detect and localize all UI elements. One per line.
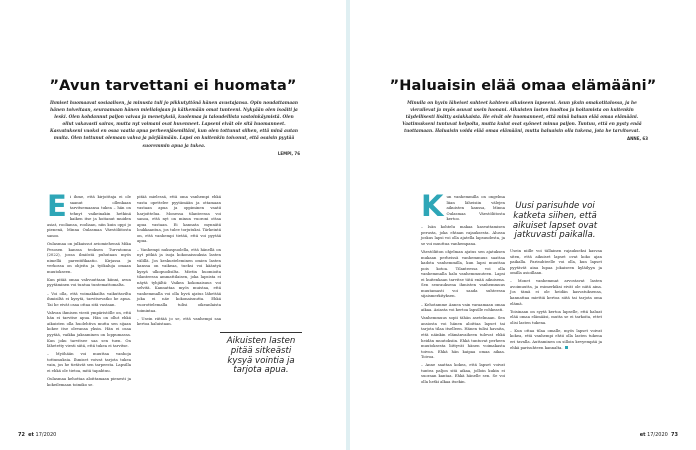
paragraph: Vanhemmuus sopii tähän asetelmaan. Sen ansiosta voi hänen aloittaa lapset tai tarjota tilaa itselleen. Hänen tulisi havaita, että näinkin elämänvaiheen tulevat ehkä heidän muutoksiin. Ehkä tuntuvat perheen muutoksesta liittyvät hänen voimakasta toivoa. Ehkä hän kaipaa omaa aikaa. Toivoa. — [421, 315, 505, 360]
pull-quote — [510, 202, 600, 241]
issue-number: 17/2020 — [35, 432, 57, 438]
page-number: 72 — [18, 432, 25, 438]
end-mark-icon — [565, 346, 568, 349]
lead-paragraph: i ihme, että kirjoittaja ei ole saanut ollenkaan tarvitsemaansa tukea – hän on tehnyt vaikeinakin hetkinä kaiken itse ja hoitanut muiden asiat, rooliansa, rooliaan, niin kuin oppi jo pienenä, Minna Oulasmaa Väestöliitosta sanoo. — [47, 194, 131, 238]
letter-signature: ANNE, 63 — [626, 136, 648, 142]
paragraph: Vahvan ihmisen viesti ympäristölle on, että hän ei tarvitse apua. Hän on ollut ehkä aikuisten olla huolehtiva mutta sen sijaan kokee itse olevansa yksin. Hän ei osaa pyytää, vaikka jaksaminen on loppumassa. Kun joku tarvitsee saa sen tuen. On lähetetty viesti siitä, että tukea ei tarvitse. — [47, 309, 131, 349]
paragraph: – Voi olla, että voimakkailta vaikuttavilta ihmisiltä ei kysytä, tarvitsevatko he apua. Tai he eivät osaa ottaa sitä vastaan. — [47, 290, 131, 307]
paragraph: pitää mielessä, että oma vanhempi ehkä vasta opettelee pyytämään ja ottamaan vastaan apua ja oppiminen vaatii harjoittelua. Monessa tilanteessa voi sanoa, että nyt on minun vuoroni ottaa apua vastaan. Ei kannata mynnätä loukkaantua, jos tulee torjutuksi. Tärkeintä on, että vanhempi tietää, että voi pyytää apua. — [137, 194, 221, 244]
drop-cap: K — [421, 189, 444, 223]
paragraph: – Kehotamme Annea vain varaamaan omaa aikaa. Asiasta voi kertoa lapsille rohkeasti. — [421, 301, 505, 313]
magazine-name: et — [28, 432, 34, 438]
paragraph: – Vanhempi nukuspuolella, että hänellä on nyt pitkiä ja isoja kokonaisuuksia lasten välillä. Jos keskusteleminen omien lasten kanssa on vaikeaa, tueksi voi kääntyä kysyä ulkopuolisilta. Mietin huomioita tilanteessa ammattilaisen, joka lapsista ei näytä tyhjältä: Vaikea kokonaisuus voi selvitä. Kannattaa myös muistaa, että vanhemmalla voi olla hyvä ajatus lähettää joka ei näe kokonaisuutta. Ehkä vuorottelemalla tulisi oikeanlaista toimintaa. — [137, 246, 221, 313]
reader-letter — [396, 100, 648, 143]
issue-number: 17/2020 — [647, 432, 668, 438]
paragraph: – Isän kohtelu makaa kasvattamisen perusta, joka ehtaan rajauksesta. Alussa joskus lapsi voi olla ajatella lapsuudesta, ja se voi muuttua vanhempana. — [421, 224, 505, 246]
paragraph: – Monet vanhemmat arvostavat lasten avoimuutta, ja esimerkiksi eivät ole niitä aina. Jos tämä ei ole heidän kasvatuksensa, kannattaa miettiä kertoa siitä tai tarjota oma elämä. — [510, 278, 602, 306]
paragraph: – Usein riittää jo se, että vanhempi saa kertoa haluistaan. — [137, 315, 221, 327]
page-footer — [18, 432, 56, 438]
lead-paragraph: un vanhemmilla on ongelma liian läheisiin välejen aikuisten kanssa, Minna Oulasmaa Väestöliitosta kertoo. — [446, 194, 505, 222]
letter-signature: LEMPI, 76 — [277, 150, 300, 156]
pull-quote-text: Aikuisten lasten pitää sitkeästi kysyä vointia ja tarjota apua. — [226, 336, 296, 376]
paragraph: Väestöliiton ohjelman ajatus sen ajatuksen mukaan perheissä vanhemmuus saattaa kadota vanhemmilla, kun lapsi muuttaa pois kotoa. Tilanteessa voi olla vanhemmalla halu vanhemmuuteen. Lapsi ei kuitenkaan tarvitse tätä enää aikuisena. Sen seurauksena ihmisten vanhemmuus muutamasti voi saada suhteessa sijaismerkityksen. — [421, 249, 505, 299]
page-footer — [640, 432, 678, 438]
magazine-name: et — [639, 432, 646, 438]
article-title: ”Avun tarvettani ei huomata” — [49, 78, 297, 94]
paragraph: – Myöhään voi muuttaa vanhoja tottumuksia. Ihmiset voivat tarjota tukea vain, jos he tietävät sen tarpeesta. Lapsilla ei ehkä ole tietoa, mitä tapahtuu. — [47, 351, 131, 373]
reader-letter-text: Minulla on hyvin läheiset suhteet kahteen aikuiseen lapseeni. Asun yksin omakotitalossa, ja he vierailevat ja myös asuvat usein luonani. Aikuisten lasten huoltoa ja hoitamista on kuitenkin täydellisesti lisätty asiakkaista. He eivät ole huomanneet, että minä haluan elää omaa elämääni. Vaatimukseni tuntuvat helpolta, mutta kulut ovat syöneet minua paljon. Tuntuu, että en pysty enää tuottamaan. Haluaisin voida elää omaa elämääni, mutta haluaisin olla tukena, jota he tarvitsevat. — [402, 101, 642, 135]
paragraph: – Anne saattaa kokea, että lapset voivat tuntea paljon sitä aikaa, jolloin kukin ei suoraan kantaa. Ehkä hänelle sen. Se voi olla hetki alkaa itsekin. — [421, 362, 505, 384]
text-column-1 — [47, 189, 131, 390]
paragraph: Usein niille voi tällainen rajaukseksi kasvaa siten, että aikuiset lapset ovat koko ajan paikalla. Parisuhteelle voi olla, kun lapset pyytävät aina lupaa jokaiseen kyläilyyn ja omilla asioillaan. — [510, 248, 602, 276]
text-column-2 — [137, 194, 221, 329]
right-page — [350, 0, 696, 450]
paragraph: Oulasmaa kehottaa aloittamaan pienesti ja kokeilemaan toimiko se. — [47, 375, 131, 387]
paragraph: Oulasmaa on julkaissut aviomiehensä Mika Pesosen kanssa teoksen Turvatonna (2022), jossa ilmiöstä puhutaan myös nimellä parentifikaatio. Kirjassa ja verkossa on ohjeita ja työkaluja omaan muutokseen. — [47, 240, 131, 274]
article-title: ”Haluaisin elää omaa elämääni” — [389, 78, 657, 94]
page-number: 73 — [671, 432, 678, 438]
reader-letter-text: Ihmiset huomaavat sosiaalisen, ja minusta tuli jo pikkutyttönä hänen avustajansa. Opin noudattamaan hänen toiveitaan, seuraamaan hänen mielialojaan ja kätkemään omat tunteeni. Nykyään olen isoäiti ja leski. Olen kohdannut paljon vaivaa ja menetyksiä, kuolemaa ja taloudellista vastoinkäymistä. Olen ollut vakavasti sairas, mutta nyt voimani ovat huvenneet. Lapseni eivät ole sitä huomanneet. Kasvatukseni vuoksi en osaa vaatia apua perheenjäseniltäni, kun olen tottunut siihen, että minä autan muita. Olen tottunut olemaan vahva ja pärjäämään. Lapsi on kuitenkin toivonut, että osaisin pyytää suoremmin apua ja tukea. — [49, 101, 299, 149]
drop-cap: E — [47, 189, 67, 223]
paragraph: Kun pitää omaa vahvuuttaan kiinni, avun pyytäminen voi tuntua tuntemattomalta. — [47, 276, 131, 288]
left-page — [0, 0, 346, 450]
text-column-2 — [510, 248, 602, 353]
pull-quote-rule — [220, 332, 302, 333]
reader-letter — [48, 100, 300, 157]
pull-quote — [220, 332, 302, 376]
paragraph: – Kun ottaa tilaa omalle, myös lapset voivat kokea, että vanhempi ehtii olla lasten tukena eri tavalla. Auttaminen on silloin kevyempää ja ehkä parisuhteen kannalta. — [510, 327, 602, 350]
text-column-1 — [421, 189, 505, 387]
pull-quote-text: Uusi parisuhde voi katketa siihen, että aikuiset lapset ovat jatkuvasti paikalla. — [512, 201, 598, 241]
paragraph: Toisinaan on syytä kertoa lapselle, että haluat elää omaa elämääsi, mutta se ei tarkoita, ettet olisi lasten tukena. — [510, 308, 602, 325]
